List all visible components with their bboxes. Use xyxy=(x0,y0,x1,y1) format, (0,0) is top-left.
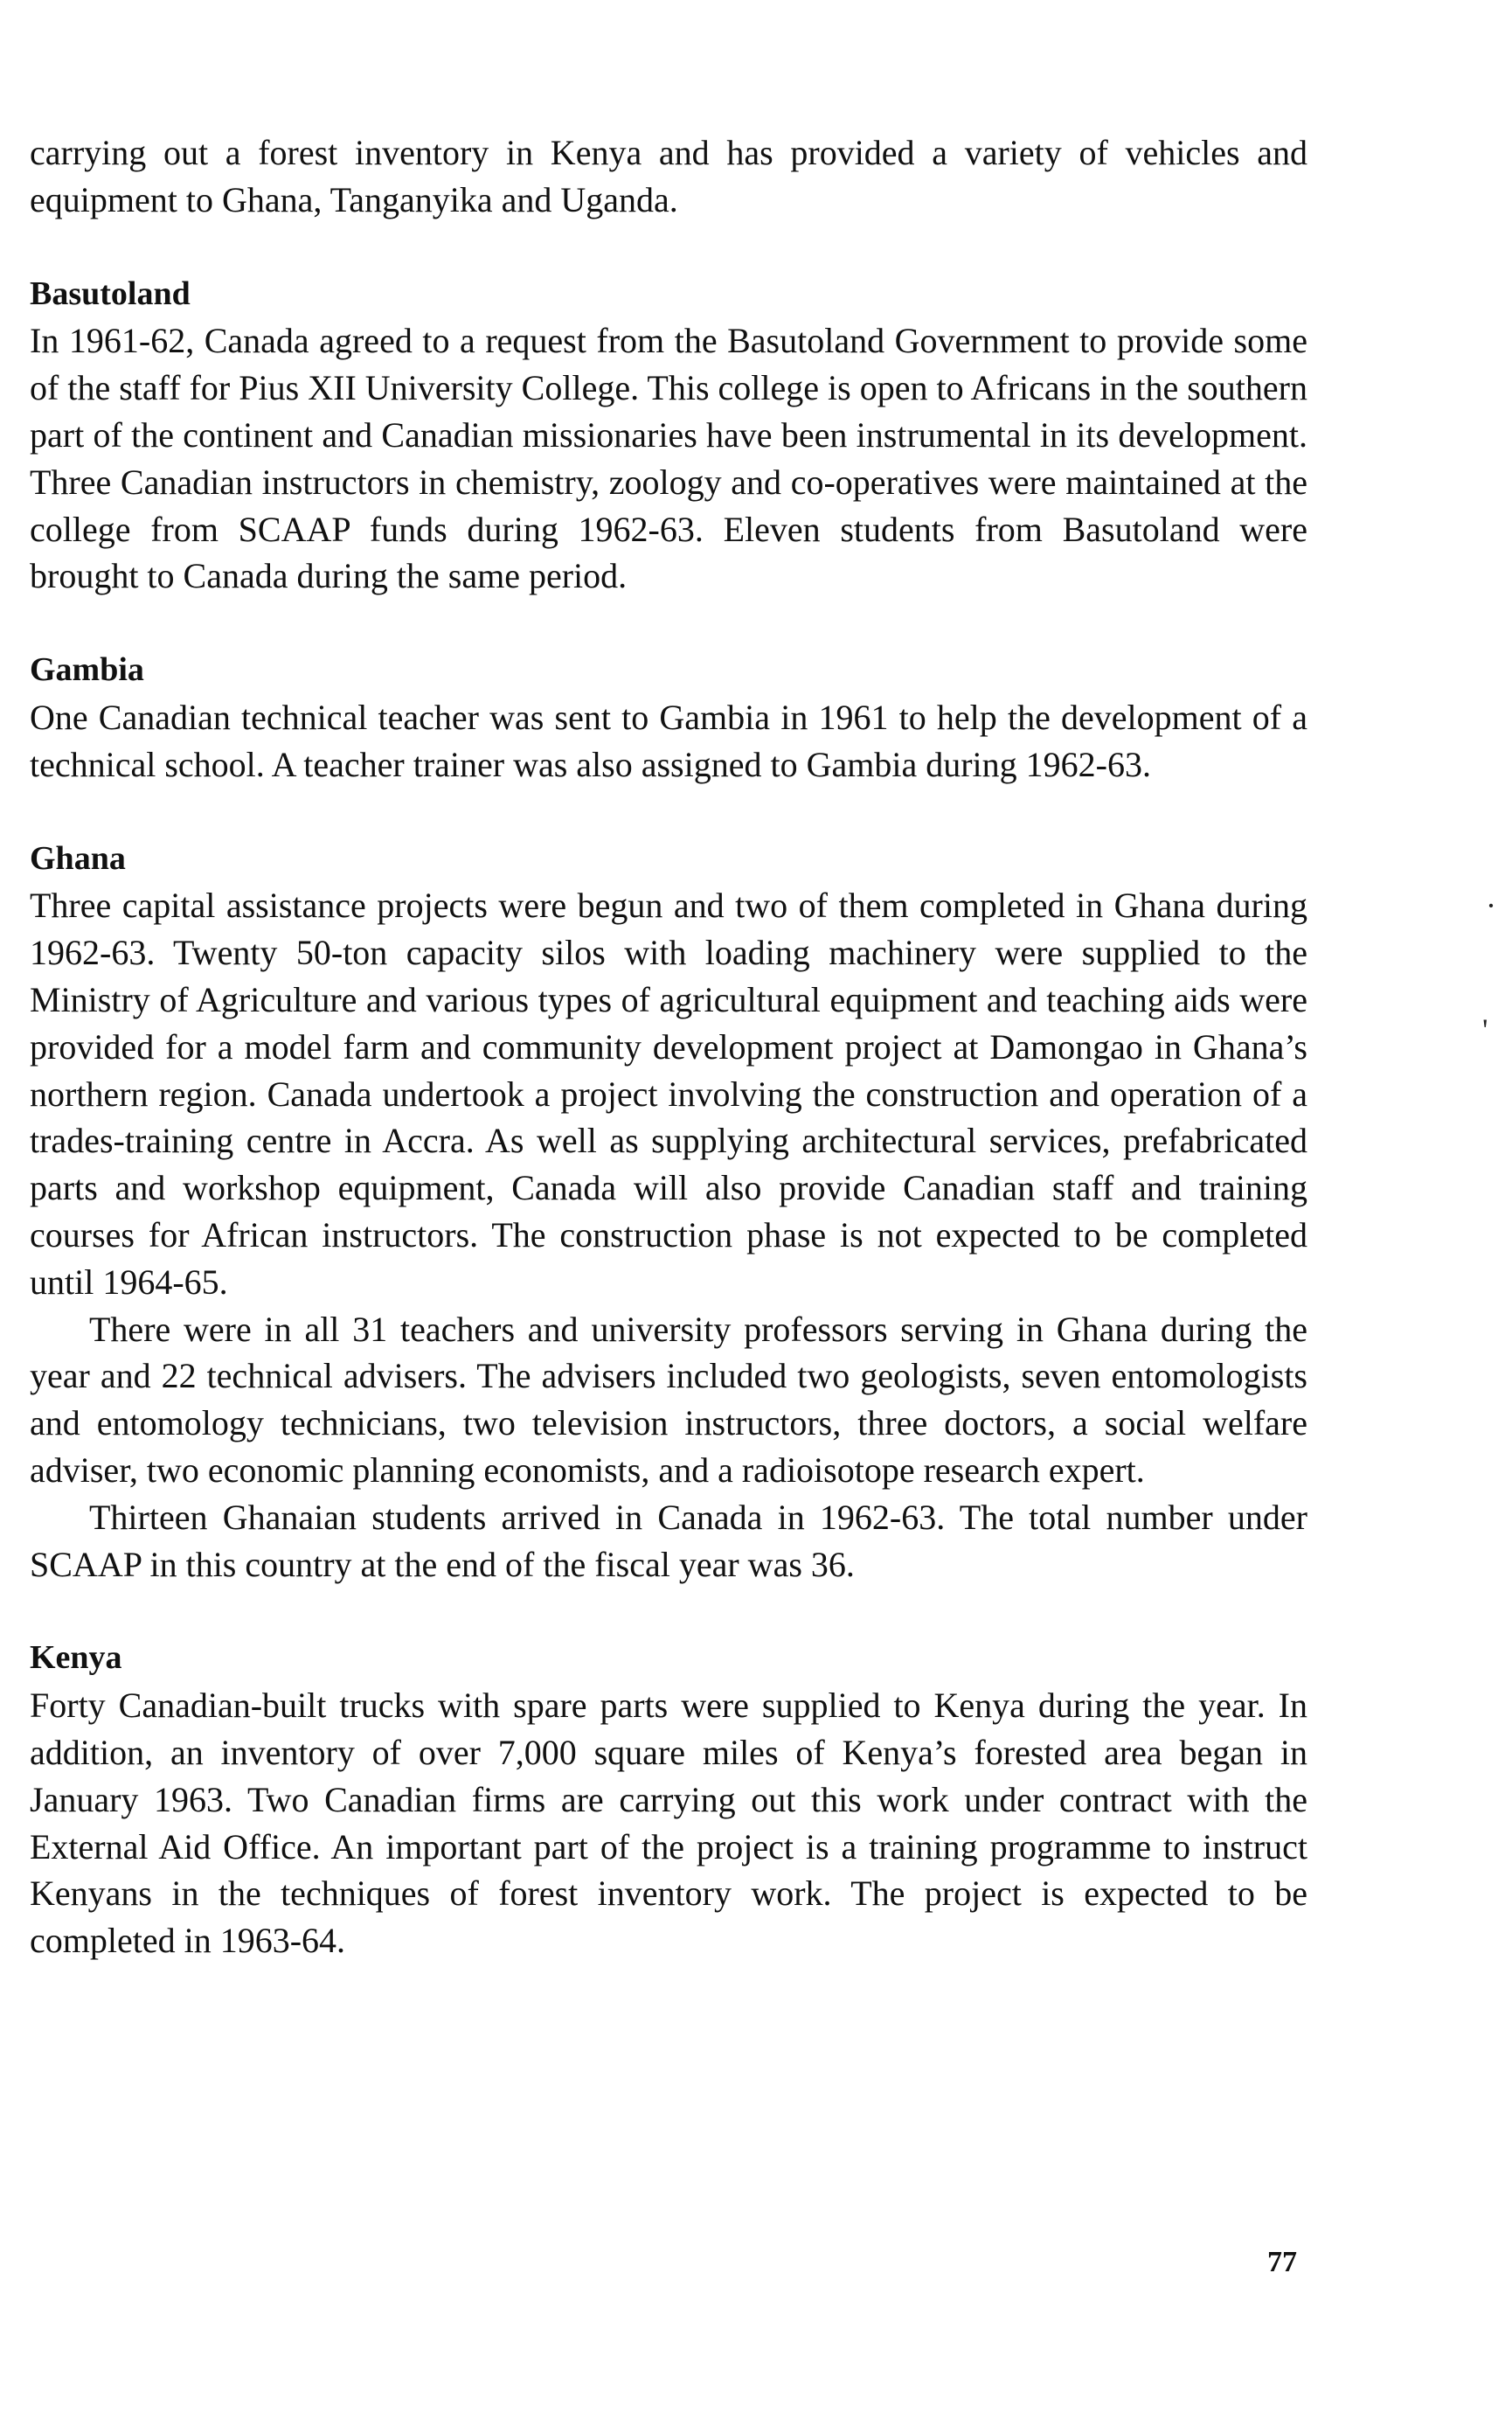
section-paragraph: In 1961-62, Canada agreed to a request from the Basutoland Government to provide some of the staff for Pius XII University College. This college is open to Africans in the southern part of the continent and Canadian missionaries have been instrumental in its development. Three Canadian instructors in chemistry, zoology and co-operatives were maintained at the college from SCAAP funds during 1962-63. Eleven students from Basutoland were brought to Canada during the same period. xyxy=(30,321,1307,596)
page-number: 77 xyxy=(1267,2246,1297,2278)
section-heading: Ghana xyxy=(30,839,126,877)
section-paragraph: Three capital assistance projects were begun and two of them completed in Ghana during 1962-63. Twenty 50-ton capacity silos with loading machinery were supplied to the Ministry of Agriculture and various types of agricultural equipment and teaching aids were provided for a model farm and community development project at Damongao in Ghana’s northern region. Canada undertook a project involving the construction and operation of a trades-training centre in Accra. As well as supplying architectural services, prefabricated parts and workshop equipment, Canada will also provide Canadian staff and training courses for African instructors. The construction phase is not expected to be completed until 1964-65. xyxy=(30,886,1307,1302)
section-gambia xyxy=(30,647,1307,788)
section-ghana xyxy=(30,836,1307,1588)
section-paragraph: Thirteen Ghanaian students arrived in Canada in 1962-63. The total number under SCAAP in this country at the end of the fiscal year was 36. xyxy=(30,1497,1307,1584)
section-paragraph: There were in all 31 teachers and university professors serving in Ghana during the year and 22 technical advisers. The advisers included two geologists, seven entomologists and entomology technicians, two television instructors, three doctors, a social welfare adviser, two economic planning economists, and a radioisotope research expert. xyxy=(30,1309,1307,1490)
document-page xyxy=(30,129,1307,1964)
intro-paragraph: carrying out a forest inventory in Kenya and has provided a variety of vehicles and equipment to Ghana, Tanganyika and Uganda. xyxy=(30,133,1307,219)
scan-margin-mark: ' xyxy=(1482,1012,1488,1047)
section-paragraph: One Canadian technical teacher was sent to Gambia in 1961 to help the development of a technical school. A teacher trainer was also assigned to Gambia during 1962-63. xyxy=(30,697,1307,784)
scan-margin-mark: · xyxy=(1486,888,1496,923)
section-heading: Gambia xyxy=(30,651,144,689)
section-paragraph: Forty Canadian-built trucks with spare parts were supplied to Kenya during the year. In addition, an inventory of over 7,000 square miles of Kenya’s forested area began in January 1963. Two Canadian firms are carrying out this work under contract with the External Aid Office. An important part of the project is a training programme to instruct Kenyans in the techniques of forest inventory work. The project is expected to be completed in 1963-64. xyxy=(30,1686,1307,1961)
section-kenya xyxy=(30,1635,1307,1964)
section-heading: Basutoland xyxy=(30,275,191,312)
section-basutoland xyxy=(30,271,1307,601)
section-heading: Kenya xyxy=(30,1639,122,1677)
